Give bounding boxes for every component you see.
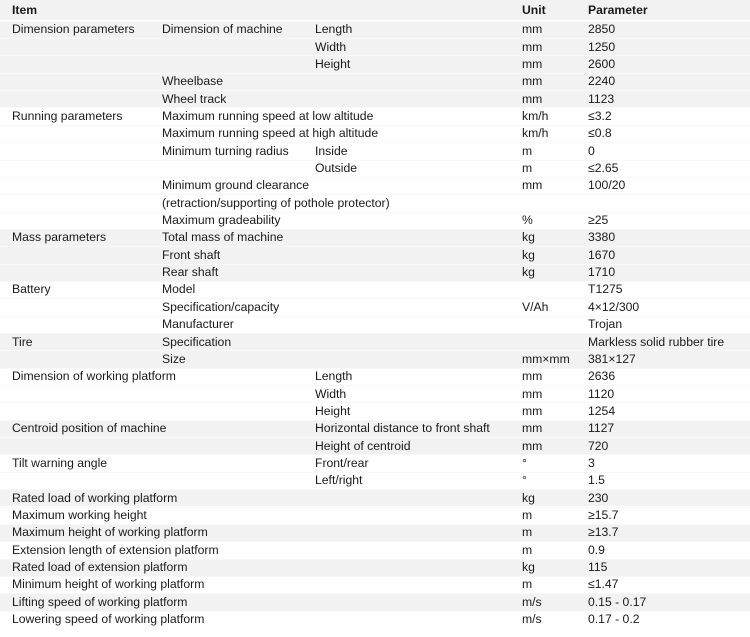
cell-unit: mm bbox=[522, 386, 543, 401]
row-divider bbox=[0, 281, 750, 282]
cell-c3: Length bbox=[315, 22, 353, 37]
row-divider bbox=[0, 385, 750, 386]
cell-value: 1710 bbox=[588, 265, 616, 280]
cell-value: 0.17 - 0.2 bbox=[588, 612, 640, 627]
row-divider bbox=[0, 160, 750, 161]
cell-c3: Height bbox=[315, 403, 351, 418]
header-item: Item bbox=[12, 3, 38, 17]
cell-c3: Width bbox=[315, 386, 347, 401]
cell-value: 0.15 - 0.17 bbox=[588, 594, 647, 609]
cell-value: ≤0.8 bbox=[588, 126, 612, 141]
cell-c1: Maximum height of working platform bbox=[12, 525, 208, 540]
cell-value: 2600 bbox=[588, 56, 616, 71]
cell-c2: Maximum running speed at high altitude bbox=[162, 126, 379, 141]
cell-c2: (retraction/supporting of pothole protector) bbox=[162, 195, 390, 210]
cell-c2: Total mass of machine bbox=[162, 230, 284, 245]
cell-unit: m bbox=[522, 143, 533, 158]
group-band bbox=[0, 229, 750, 281]
cell-c2: Maximum gradeability bbox=[162, 213, 281, 228]
cell-unit: mm bbox=[522, 438, 543, 453]
cell-c1: Battery bbox=[12, 282, 51, 297]
cell-value: T1275 bbox=[588, 282, 623, 297]
cell-unit: V/Ah bbox=[522, 299, 549, 314]
cell-value: 230 bbox=[588, 490, 609, 505]
cell-unit: m bbox=[522, 577, 533, 592]
cell-value: 381×127 bbox=[588, 351, 636, 366]
cell-c2: Front shaft bbox=[162, 247, 221, 262]
cell-value: ≤2.65 bbox=[588, 161, 619, 175]
cell-unit: km/h bbox=[522, 108, 549, 123]
cell-value: Trojan bbox=[588, 317, 623, 332]
cell-c1: Dimension of working platform bbox=[12, 369, 176, 384]
cell-unit: ° bbox=[522, 473, 527, 488]
cell-value: 115 bbox=[588, 560, 608, 575]
cell-value: 100/20 bbox=[588, 178, 626, 193]
cell-value: ≤3.2 bbox=[588, 108, 612, 123]
cell-c1: Lifting speed of working platform bbox=[12, 594, 188, 609]
cell-unit: mm bbox=[522, 39, 543, 54]
cell-c2: Dimension of machine bbox=[162, 22, 283, 37]
cell-unit: kg bbox=[522, 247, 535, 262]
cell-unit: m/s bbox=[522, 594, 542, 609]
cell-unit: kg bbox=[522, 490, 535, 505]
cell-c3: Inside bbox=[315, 143, 348, 158]
row-divider bbox=[0, 212, 750, 213]
cell-unit: mm bbox=[522, 403, 543, 418]
cell-unit: m bbox=[522, 508, 533, 522]
row-divider bbox=[0, 350, 750, 351]
row-divider bbox=[0, 177, 750, 178]
cell-value: Markless solid rubber tire bbox=[588, 334, 725, 349]
cell-c3: Left/right bbox=[315, 473, 363, 488]
cell-c3: Length bbox=[315, 369, 353, 384]
cell-c3: Height bbox=[315, 56, 351, 71]
cell-c2: Size bbox=[162, 351, 186, 366]
row-divider bbox=[0, 246, 750, 247]
cell-value: ≥15.7 bbox=[588, 508, 619, 522]
cell-value: 1254 bbox=[588, 403, 616, 418]
cell-value: 1670 bbox=[588, 247, 616, 262]
cell-c1: Extension length of extension platform bbox=[12, 542, 219, 557]
cell-c2: Maximum running speed at low altitude bbox=[162, 108, 374, 123]
cell-c3: Outside bbox=[315, 161, 358, 175]
cell-c2: Model bbox=[162, 282, 196, 297]
cell-c1: Mass parameters bbox=[12, 230, 107, 245]
cell-c2: Minimum turning radius bbox=[162, 143, 289, 158]
cell-unit: % bbox=[522, 213, 533, 228]
cell-value: 1123 bbox=[588, 91, 615, 106]
cell-unit: mm×mm bbox=[522, 351, 570, 366]
row-divider bbox=[0, 73, 750, 74]
cell-c2: Specification bbox=[162, 334, 232, 349]
cell-c1: Tilt warning angle bbox=[12, 455, 108, 470]
cell-c1: Centroid position of machine bbox=[12, 421, 167, 436]
cell-unit: m bbox=[522, 161, 533, 175]
cell-value: 3380 bbox=[588, 230, 616, 245]
row-divider bbox=[0, 38, 750, 39]
cell-c2: Specification/capacity bbox=[162, 299, 280, 314]
cell-value: 1250 bbox=[588, 39, 616, 54]
cell-unit: mm bbox=[522, 369, 543, 384]
cell-value: ≥25 bbox=[588, 213, 609, 228]
row-divider bbox=[0, 90, 750, 91]
cell-c1: Rated load of extension platform bbox=[12, 560, 188, 575]
cell-c2: Rear shaft bbox=[162, 265, 219, 280]
cell-c3: Height of centroid bbox=[315, 438, 411, 453]
cell-value: ≥13.7 bbox=[588, 525, 619, 540]
cell-unit: m bbox=[522, 542, 533, 557]
cell-c1: Tire bbox=[12, 334, 33, 349]
cell-value: 3 bbox=[588, 455, 595, 470]
header-parameter: Parameter bbox=[588, 3, 648, 17]
cell-c1: Running parameters bbox=[12, 108, 123, 123]
cell-unit: mm bbox=[522, 178, 543, 193]
cell-c2: Minimum ground clearance bbox=[162, 178, 309, 193]
cell-value: 0.9 bbox=[588, 542, 605, 557]
cell-value: 4×12/300 bbox=[588, 299, 640, 314]
cell-unit: mm bbox=[522, 56, 543, 71]
row-divider bbox=[0, 316, 750, 317]
row-divider bbox=[0, 472, 750, 473]
cell-c1: Lowering speed of working platform bbox=[12, 612, 205, 627]
cell-c2: Wheel track bbox=[162, 91, 227, 106]
cell-c3: Front/rear bbox=[315, 455, 369, 470]
cell-unit: m bbox=[522, 525, 533, 540]
cell-unit: mm bbox=[522, 22, 543, 37]
row-divider bbox=[0, 402, 750, 403]
cell-unit: mm bbox=[522, 91, 543, 106]
row-divider bbox=[0, 229, 750, 230]
cell-value: 1127 bbox=[588, 421, 615, 436]
cell-value: 0 bbox=[588, 143, 595, 158]
cell-value: 2850 bbox=[588, 22, 616, 37]
cell-unit: ° bbox=[522, 455, 527, 470]
cell-unit: kg bbox=[522, 230, 535, 245]
cell-unit: mm bbox=[522, 74, 543, 89]
table-header bbox=[0, 0, 750, 20]
cell-unit: kg bbox=[522, 265, 535, 280]
cell-c2: Wheelbase bbox=[162, 74, 223, 89]
cell-c3: Width bbox=[315, 39, 347, 54]
cell-c3: Horizontal distance to front shaft bbox=[315, 421, 490, 436]
cell-unit: mm bbox=[522, 421, 543, 436]
cell-value: ≤1.47 bbox=[588, 577, 619, 592]
row-divider bbox=[0, 454, 750, 455]
cell-c1: Maximum working height bbox=[12, 508, 147, 522]
cell-value: 2636 bbox=[588, 369, 616, 384]
row-divider bbox=[0, 55, 750, 56]
cell-c1: Minimum height of working platform bbox=[12, 577, 205, 592]
cell-value: 720 bbox=[588, 438, 609, 453]
cell-value: 1.5 bbox=[588, 473, 605, 488]
row-divider bbox=[0, 142, 750, 143]
cell-c2: Manufacturer bbox=[162, 317, 234, 332]
cell-c1: Dimension parameters bbox=[12, 22, 135, 37]
row-divider bbox=[0, 264, 750, 265]
header-unit: Unit bbox=[522, 3, 546, 17]
cell-c1: Rated load of working platform bbox=[12, 490, 178, 505]
cell-value: 1120 bbox=[588, 386, 615, 401]
cell-unit: km/h bbox=[522, 126, 549, 141]
cell-unit: m/s bbox=[522, 612, 542, 627]
cell-unit: kg bbox=[522, 560, 535, 575]
cell-value: 2240 bbox=[588, 74, 616, 89]
